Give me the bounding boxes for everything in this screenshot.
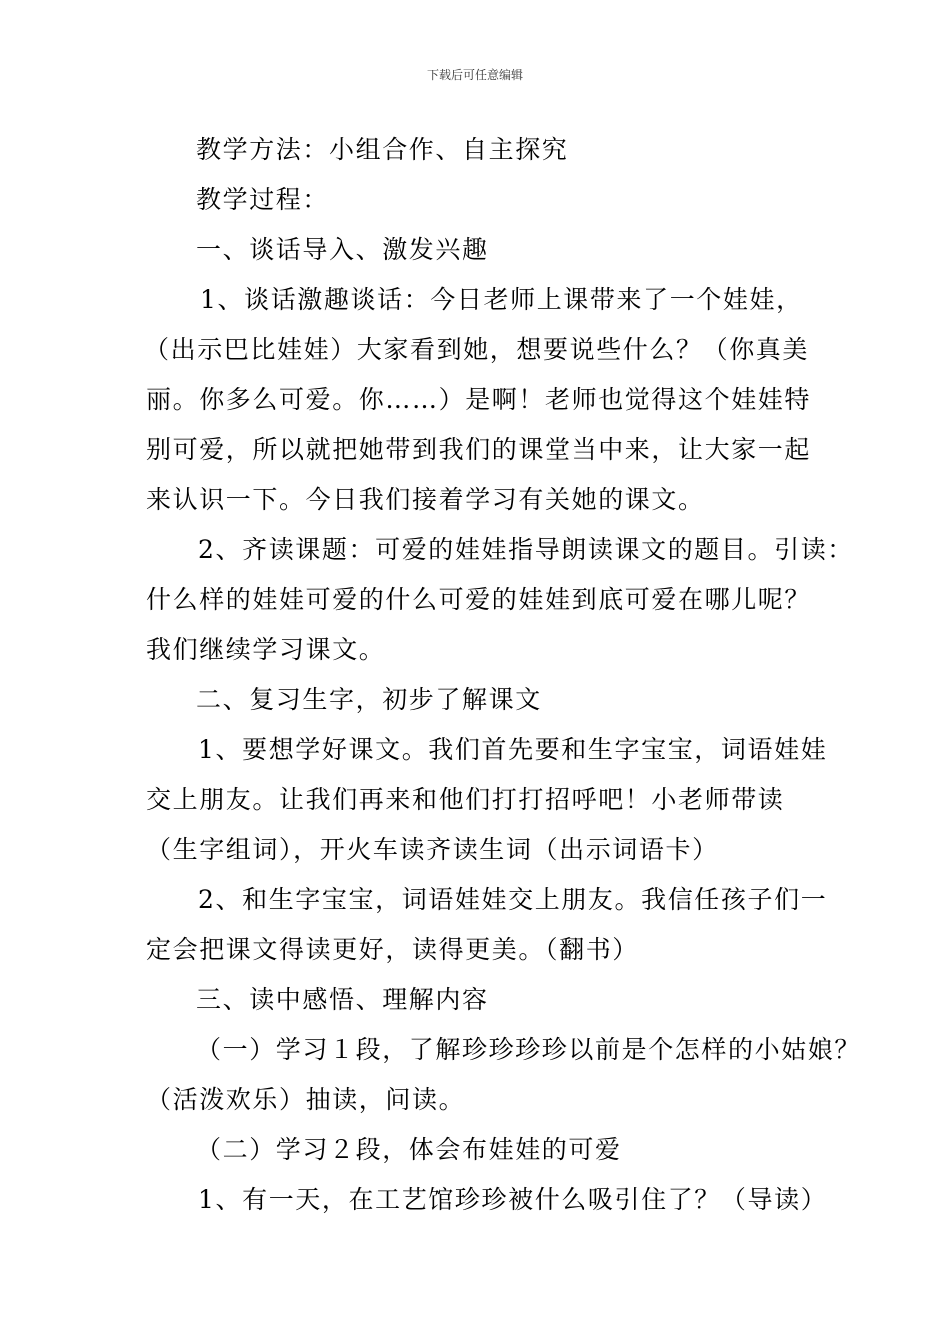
text-line: 交上朋友。让我们再来和他们打打招呼吧！小老师带读 xyxy=(146,785,785,814)
text-line: （生字组词），开火车读齐读生词（出示词语卡） xyxy=(146,835,719,864)
text-line: （出示巴比娃娃）大家看到她，想要说些什么？（你真美 xyxy=(144,335,810,364)
text-line: 丽。你多么可爱。你……）是啊！老师也觉得这个娃娃特 xyxy=(146,385,812,414)
text-line: 我们继续学习课文。 xyxy=(146,635,386,664)
text-line: 来认识一下。今日我们接着学习有关她的课文。 xyxy=(146,485,705,514)
text-line: 2、和生字宝宝，词语娃娃交上朋友。我信任孩子们一 xyxy=(198,885,828,914)
page-header: 下载后可任意编辑 xyxy=(426,68,523,82)
text-line: 1、谈话激趣谈话：今日老师上课带来了一个娃娃， xyxy=(200,285,803,314)
text-line: 二、复习生字，初步了解课文 xyxy=(196,685,542,714)
text-line: 2、齐读课题：可爱的娃娃指导朗读课文的题目。引读： xyxy=(198,535,854,564)
text-line: （二）学习２段，体会布娃娃的可爱 xyxy=(196,1135,622,1164)
text-line: 什么样的娃娃可爱的什么可爱的娃娃到底可爱在哪儿呢？ xyxy=(146,585,812,614)
text-line: 定会把课文得读更好，读得更美。（翻书） xyxy=(146,935,639,964)
text-line: 一、谈话导入、激发兴趣 xyxy=(196,235,489,264)
text-line: 三、读中感悟、理解内容 xyxy=(196,985,489,1014)
text-line: 教学方法：小组合作、自主探究 xyxy=(196,135,569,164)
text-line: 教学过程： xyxy=(196,185,330,214)
text-line: （活泼欢乐）抽读，问读。 xyxy=(146,1085,466,1114)
text-line: 1、要想学好课文。我们首先要和生字宝宝，词语娃娃 xyxy=(198,735,828,764)
text-line: 1、有一天，在工艺馆珍珍被什么吸引住了？（导读） xyxy=(198,1185,828,1214)
text-line: （一）学习１段，了解珍珍珍珍以前是个怎样的小姑娘？ xyxy=(196,1035,862,1064)
text-line: 别可爱，所以就把她带到我们的课堂当中来，让大家一起 xyxy=(146,435,812,464)
